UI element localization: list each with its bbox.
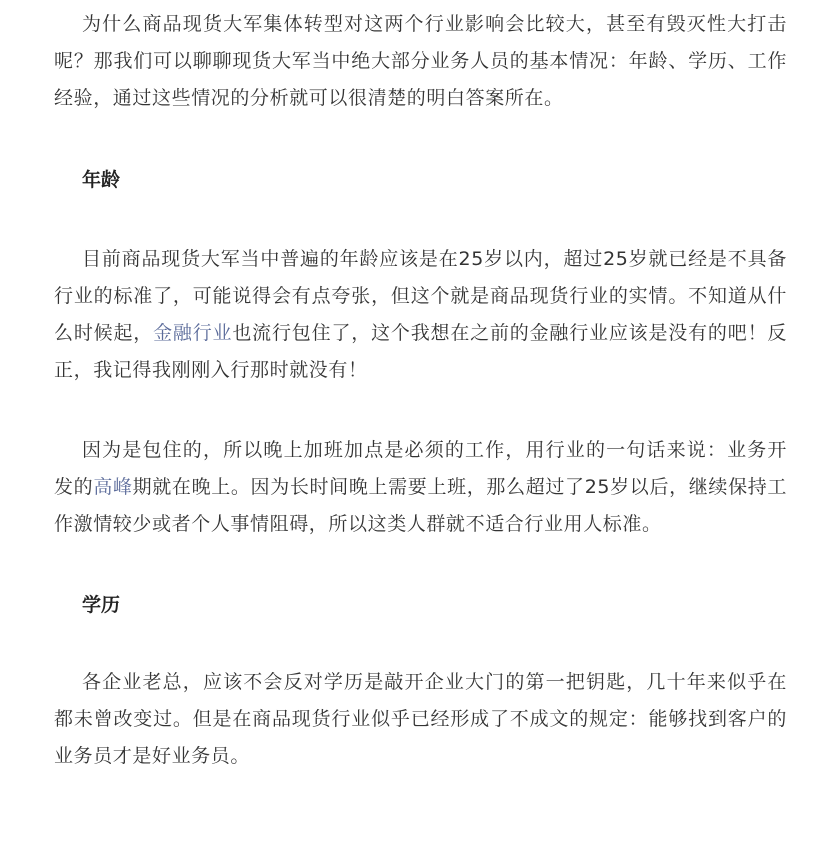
age-paragraph-2-text-b: 期就在晚上。因为长时间晚上需要上班，那么超过了25岁以后，继续保持工作激情较少或者个人事情阻碍，所以这类人群就不适合行业用人标准。 <box>54 476 787 535</box>
education-paragraph: 各企业老总，应该不会反对学历是敲开企业大门的第一把钥匙，几十年来似乎在都未曾改变过。但是在商品现货行业似乎已经形成了不成文的规定：能够找到客户的业务员才是好业务员。 <box>54 671 787 767</box>
section-heading-education: 学历 <box>82 594 121 616</box>
section-heading-age: 年龄 <box>82 169 121 191</box>
financial-industry-link[interactable]: 金融行业 <box>153 322 233 344</box>
age-paragraph-2-text-a: 因为是包住的，所以晚上加班加点是必须的工作，用行业的一句话来说：业务开发的 <box>54 439 787 498</box>
peak-link[interactable]: 高峰 <box>93 476 133 498</box>
age-paragraph-1-text-b: 也流行包住了，这个我想在之前的金融行业应该是没有的吧！反正，我记得我刚刚入行那时就没有！ <box>54 322 787 381</box>
intro-paragraph: 为什么商品现货大军集体转型对这两个行业影响会比较大，甚至有毁灭性大打击呢？那我们可以聊聊现货大军当中绝大部分业务人员的基本情况：年龄、学历、工作经验，通过这些情况的分析就可以很清楚的明白答案所在。 <box>54 13 787 109</box>
age-paragraph-2 <box>54 432 787 543</box>
age-paragraph-1-text-a: 目前商品现货大军当中普遍的年龄应该是在25岁以内，超过25岁就已经是不具备行业的标准了，可能说得会有点夸张，但这个就是商品现货行业的实情。不知道从什么时候起， <box>54 248 787 344</box>
age-paragraph-1 <box>54 241 787 389</box>
